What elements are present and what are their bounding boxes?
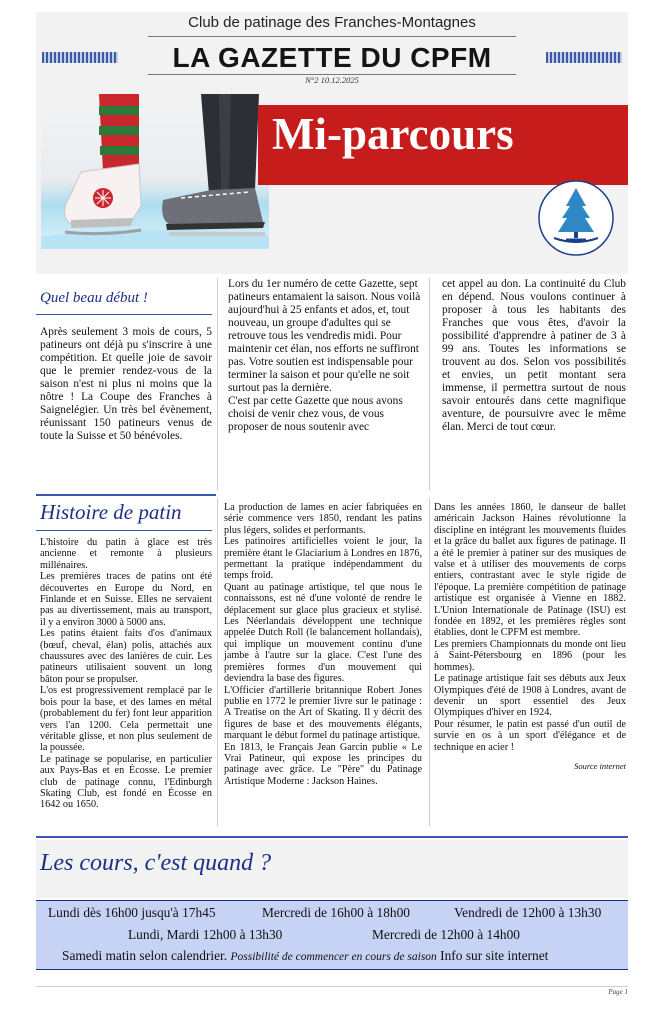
- schedule-slot: Lundi dès 16h00 jusqu'à 17h45: [48, 905, 216, 920]
- history-paragraph: Les patinoires artificielles voient le jour, la première étant le Glaciarium à Londres en 1876, permettant la pratique indépendamment du temps froid.: [224, 536, 422, 582]
- history-paragraph: Quant au patinage artistique, tel que nous le connaissons, est né d'une volonté de rendre le déplacement sur glace plus gracieux et stylisé. Les Néerlandais développent une technique appelée Dutch Roll (le balancement hollandais), qui implique un mouvement continu d'une jambe à l'autre sur la glace. C'est l'une des premières formes d'un mouvement qui deviendra la base des figures.: [224, 581, 422, 685]
- schedule-website-note: Info sur site internet: [440, 948, 549, 963]
- history-column-3: [434, 502, 626, 772]
- history-paragraph: Les premiers Championnats du monde ont lieu à Saint-Pétersbourg en 1896 (pour les hommes).: [434, 638, 626, 673]
- skates-illustration: [41, 94, 269, 249]
- section1-col3-paragraph: cet appel au don. La continuité du Club en dépend. Nous voulons continuer à proposer à tous les habitants des Franches que vous êtes, d'avoir la possibilité d'apprendre à patiner de 3 à 99 ans. Toutes les informations se trouvent au dos. Selon vos possibilités et envies, un petit montant sera immense, il permettra surtout de nous savoir entourés dans cette magnifique aventure, de poursuivre avec le même élan. Merci de tout cœur.: [442, 278, 626, 433]
- skates-photo: [41, 94, 269, 249]
- section1-paragraph: Après seulement 3 mois de cours, 5 patineurs ont déjà pu s'inscrire à une compétition. Et quelle joie de savoir que le premier rendez-vous de la saison n'est ni plus ni moins que la nôtre ! La Coupe des Franches à Saignelégier. Un très bel évènement, réunissant 150 patineurs venus de toute la Suisse et 50 bénévoles.: [40, 326, 212, 442]
- schedule-top-rule: [36, 836, 628, 838]
- section1-column-3: [442, 278, 626, 434]
- masthead-rule-top: [148, 36, 516, 37]
- newspaper-title: LA GAZETTE DU CPFM: [172, 42, 492, 73]
- history-paragraph: Pour résumer, le patin est passé d'un outil de survie en os à un sport d'élégance et de technique en acier !: [434, 718, 626, 753]
- column-divider: [217, 498, 218, 826]
- schedule-saturday: Samedi matin selon calendrier.: [62, 948, 228, 963]
- section2-top-rule: [36, 494, 216, 496]
- footer-rule: [36, 986, 628, 987]
- history-column-2: [224, 502, 422, 787]
- section1-title-rule: [36, 314, 212, 315]
- history-paragraph: L'Officier d'artillerie britannique Robert Jones publie en 1772 le premier livre sur le patinage : A Treatise on the Art of Skating. Il y décrit des figures de base et des mouvements élégants, marquant le début formel du patinage artistique.: [224, 684, 422, 742]
- history-column-1: [40, 537, 212, 811]
- schedule-slot: Vendredi de 12h00 à 13h30: [454, 905, 602, 920]
- history-paragraph: La production de lames en acier fabriquées en série commence vers 1850, rendant les patins plus légers, solides et performants.: [224, 502, 422, 536]
- source-credit: Source internet: [574, 760, 626, 771]
- schedule-slot: Lundi, Mardi 12h00 à 13h30: [128, 927, 283, 942]
- schedule-start-note: Possibilité de commencer en cours de saison: [230, 951, 437, 963]
- history-paragraph: Les patins étaient faits d'os d'animaux (bœuf, cheval, élan) polis, attachés aux chaussures avec des lanières de cuir. Les patineurs utilisaient souvent un long bâton pour se propulser.: [40, 628, 212, 685]
- gazette-page: [36, 12, 628, 1012]
- schedule-note-line: [62, 948, 548, 964]
- schedule-box: [36, 900, 628, 970]
- issue-number: N°2 10.12.2025: [305, 75, 359, 85]
- history-paragraph: Dans les années 1860, le danseur de ballet américain Jackson Haines révolutionne la discipline en intégrant les mouvements fluides et la grâce du ballet aux figures de patinage. Il a été le premier à patiner sur des musiques de valse et à utiliser des mouvements de corps entiers, contrastant avec le style rigide de l'époque. La première compétition de patinage artistique est organisée à Vienne en 1882. L'Union Internationale de Patinage (ISU) est fondée en 1892, et les premières règles sont établies, dont le CPFM est membre.: [434, 502, 626, 639]
- history-paragraph: L'histoire du patin à glace est très ancienne et remonte à plusieurs millénaires.: [40, 537, 212, 571]
- schedule-slot: Mercredi de 12h00 à 14h00: [372, 927, 520, 942]
- banner-title: Mi-parcours: [272, 109, 514, 159]
- club-logo: [536, 178, 616, 258]
- history-paragraph: Les premières traces de patins ont été découvertes en Europe du Nord, en Finlande et en Suisse. Elles ne servaient pas au divertissement, mais au transport, il y a environ 3000 à 5000 ans.: [40, 571, 212, 628]
- club-name: Club de patinage des Franches-Montagnes: [188, 14, 476, 31]
- section1-column-2: [228, 278, 422, 434]
- section1-col2-paragraph-2: C'est par cette Gazette que nous avons choisi de venir chez vous, de vous proposer de nous soutenir avec: [228, 395, 403, 433]
- section2-title-rule: [36, 530, 212, 531]
- history-paragraph: Le patinage artistique fait ses débuts aux Jeux Olympiques d'été de 1908 à Londres, avant de devenir un sport essentiel des Jeux Olympiques d'hiver en 1924.: [434, 673, 626, 719]
- column-divider: [217, 278, 218, 490]
- masthead: [36, 12, 628, 274]
- page-number: Page 1: [608, 988, 628, 996]
- section1-column-1: [40, 326, 212, 443]
- section1-col2-paragraph-1: Lors du 1er numéro de cette Gazette, sept patineurs entamaient la saison. Nous voilà aujourd'hui à 25 enfants et ados, et, tout nouveau, un groupe d'adultes qui se retrouve tous les vendredis midi. Pour maintenir cet élan, nos efforts ne suffiront pas. Votre soutien est indispensable pour terminer la saison et pour qu'elle ne soit surtout pas la dernière.: [228, 278, 421, 394]
- column-divider: [429, 498, 430, 826]
- history-paragraph: L'os est progressivement remplacé par le bois pour la base, et des lames en métal (probablement du fer) font leur apparition vers l'an 1200. Cela permettait une véritable glisse, et non plus seulement de la poussée.: [40, 685, 212, 754]
- section-title-histoire: Histoire de patin: [40, 500, 182, 524]
- history-paragraph: En 1813, le Français Jean Garcin publie « Le Vrai Patineur, qui expose les principes du patinage avec grâce. Le "Père" du Patinage Artistique Moderne : Jackson Haines.: [224, 741, 422, 787]
- schedule-title: Les cours, c'est quand ?: [40, 850, 272, 876]
- schedule-slot: Mercredi de 16h00 à 18h00: [262, 905, 410, 920]
- column-divider: [429, 278, 430, 490]
- section-title-debut: Quel beau début !: [40, 290, 148, 306]
- history-paragraph: Le patinage se popularise, en particulier aux Pays-Bas et en Écosse. Le premier club de patinage connu, l'Edinburgh Skating Club, est fondé en Écosse en 1642 ou 1650.: [40, 753, 212, 811]
